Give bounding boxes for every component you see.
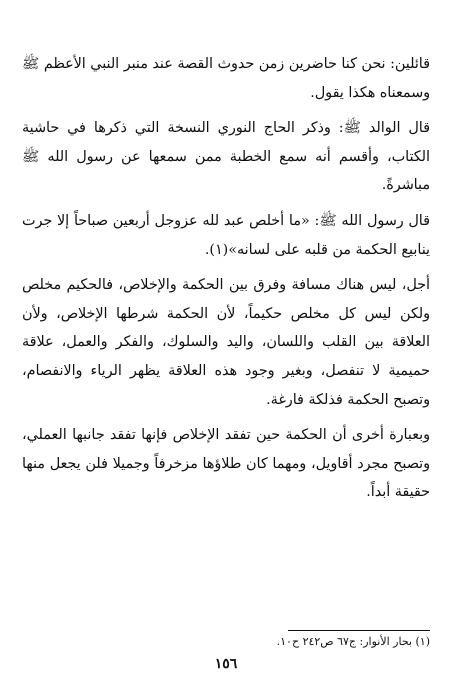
paragraph-4: أجل، ليس هناك مسافة وفرق بين الحكمة والإخلاص، فالحكيم مخلص ولكن ليس كل مخلص حكيماً، لأن الحكمة شرطها الإخلاص، ولأن العلاقة بين القلب واللسان، واليد والسلوك، والفكر والعمل، علاقة حميمية لا تنفصل، وبغير وجود هذه العلاقة يظهر الرياء والانفصام، وتصبح الحكمة فذلكة فارغة. [22, 277, 430, 408]
footnote-divider [288, 630, 430, 631]
footnote: (١) بحار الأنوار: ج٦٧ ص٢٤٢ ح١٠. [276, 635, 430, 648]
body-text [22, 50, 430, 507]
page-number: ١٥٦ [214, 656, 238, 672]
paragraph-3: قال رسول الله ﷺ: «ما أخلص عبد لله عزوجل أربعين صباحاً إلا جرت ينابيع الحكمة من قلبه على لسانه»(١). [22, 212, 430, 258]
paragraph-2: قال الوالد ﷺ: وذكر الحاج النوري النسخة التي ذكرها في حاشية الكتاب، وأقسم أنه سمع الخطبة ممن سمعها عن رسول الله ﷺ مباشرةً. [22, 120, 430, 194]
paragraph-1: قائلين: نحن كنا حاضرين زمن حدوث القصة عند منبر النبي الأعظم ﷺ وسمعناه هكذا يقول. [22, 56, 430, 101]
paragraph-5: وبعبارة أخرى أن الحكمة حين تفقد الإخلاص فإنها تفقد جانبها العملي، وتصبح مجرد أقاويل، ومهما كان طلاؤها مزخرفاً وجميلا فلن يجعل منها حقيقة أبداً. [22, 427, 430, 501]
book-page [22, 28, 430, 678]
